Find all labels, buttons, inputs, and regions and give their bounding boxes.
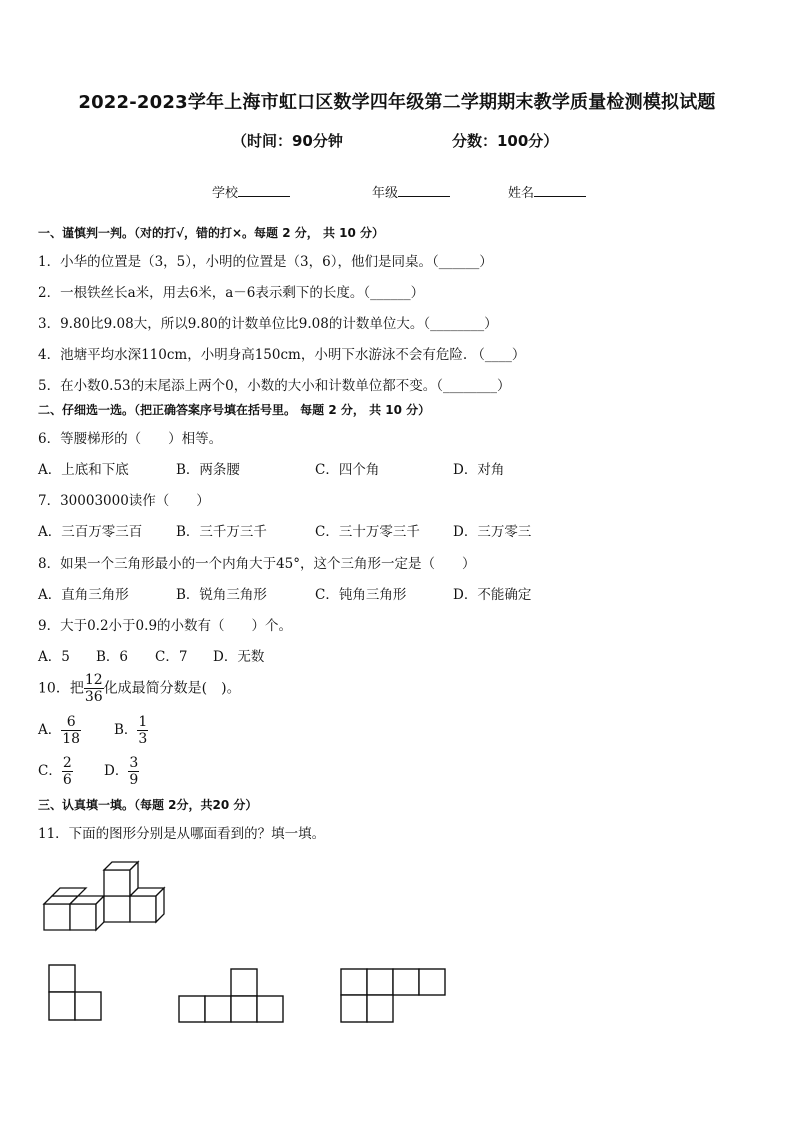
- q10-option-c: [38, 755, 73, 788]
- q8-option-b: B．锐角三角形: [176, 587, 267, 603]
- cube-back-1: [52, 888, 86, 896]
- view-figure-2: [176, 966, 288, 1026]
- q10-option-b-label: B．: [114, 722, 138, 738]
- q10-suffix: 化成最简分数是( )。: [103, 680, 241, 697]
- q9-option-a: A．5: [38, 649, 70, 665]
- question-3: 3．9.80比9.08大，所以9.80的计数单位比9.08的计数单位大。（________）: [38, 316, 498, 332]
- name-label: 姓名: [508, 186, 535, 201]
- q6-option-b: B．两条腰: [176, 462, 240, 478]
- cube-bottom-4: [130, 888, 164, 922]
- question-11: 11．下面的图形分别是从哪面看到的？填一填。: [38, 826, 326, 842]
- q10-option-d-label: D．: [104, 763, 129, 779]
- q10-option-a-den: 18: [62, 731, 81, 747]
- question-5: 5．在小数0.53的末尾添上两个0，小数的大小和计数单位都不变。（________）: [38, 378, 511, 394]
- q10-option-c-den: 6: [62, 772, 72, 788]
- question-1: 1．小华的位置是（3，5），小明的位置是（3，6），他们是同桌。（______）: [38, 254, 493, 270]
- cube-top: [104, 862, 138, 896]
- q10-option-d-num: 3: [129, 755, 139, 771]
- question-4: 4．池塘平均水深110cm，小明身高150cm，小明下水游泳不会有危险. （____）: [38, 347, 526, 363]
- q10-option-d: [104, 755, 139, 788]
- name-blank: [534, 184, 586, 197]
- q6-option-c: C．四个角: [315, 462, 380, 478]
- question-6: 6．等腰梯形的（ ）相等。: [38, 431, 223, 447]
- grade-blank: [398, 184, 450, 197]
- cube-bottom-3: [96, 896, 130, 930]
- q10-numerator: 12: [84, 672, 103, 688]
- q7-option-b: B．三千万三千: [176, 524, 267, 540]
- view-figure-1: [46, 962, 106, 1024]
- q9-option-b: B．6: [96, 649, 129, 665]
- question-8: 8．如果一个三角形最小的一个内角大于45°，这个三角形一定是（ ）: [38, 556, 476, 572]
- view-figure-3: [338, 966, 450, 1026]
- q10-option-a-fraction: [61, 714, 81, 747]
- q10-option-b: [114, 714, 148, 747]
- q9-option-d: D．无数: [213, 649, 265, 665]
- exam-time: （时间：90分钟: [232, 132, 343, 150]
- school-blank: [238, 184, 290, 197]
- q9-option-c: C．7: [155, 649, 188, 665]
- section-2-title: 二、仔细选一选。（把正确答案序号填在括号里。 每题 2 分， 共 10 分）: [38, 403, 431, 417]
- q10-option-b-num: 1: [138, 714, 148, 730]
- grade-field: [372, 182, 450, 201]
- q10-fraction: [84, 672, 104, 705]
- question-9: 9．大于0.2小于0.9的小数有（ ）个。: [38, 618, 293, 634]
- q7-option-c: C．三十万零三千: [315, 524, 420, 540]
- q10-option-a-label: A．: [38, 722, 62, 738]
- q6-option-a: A．上底和下底: [38, 462, 129, 478]
- q8-option-d: D．不能确定: [453, 587, 532, 603]
- q10-option-a-num: 6: [61, 714, 81, 731]
- grade-label: 年级: [372, 186, 399, 201]
- question-10: [38, 672, 241, 705]
- section-3-title: 三、认真填一填。（每题 2分，共20 分）: [38, 798, 258, 812]
- q10-option-b-fraction: [137, 714, 148, 747]
- q6-option-d: D．对角: [453, 462, 505, 478]
- question-7: 7．30003000读作（ ）: [38, 493, 210, 509]
- q10-option-c-label: C．: [38, 763, 62, 779]
- q7-option-a: A．三百万零三百: [38, 524, 143, 540]
- q10-option-c-fraction: [62, 755, 73, 788]
- q10-option-c-num: 2: [62, 755, 72, 771]
- q10-option-d-fraction: [128, 755, 139, 788]
- school-field: [212, 182, 290, 201]
- section-1-title: 一、谨慎判一判。（对的打√，错的打×。每题 2 分， 共 10 分）: [38, 226, 384, 240]
- exam-score: 分数：100分）: [452, 132, 559, 150]
- name-field: [508, 182, 586, 201]
- q7-option-d: D．三万零三: [453, 524, 532, 540]
- q8-option-a: A．直角三角形: [38, 587, 129, 603]
- question-2: 2．一根铁丝长a米，用去6米，a－6表示剩下的长度。（______）: [38, 285, 425, 301]
- q10-option-d-den: 9: [129, 772, 139, 788]
- school-label: 学校: [212, 186, 239, 201]
- q10-prefix: 10．把: [38, 680, 84, 697]
- q10-option-b-den: 3: [138, 731, 148, 747]
- q10-denominator: 36: [84, 689, 103, 705]
- cube-arrangement-figure: [40, 858, 170, 936]
- page-title: 2022-2023学年上海市虹口区数学四年级第二学期期末教学质量检测模拟试题: [78, 92, 716, 113]
- q10-option-a: [38, 714, 81, 747]
- q8-option-c: C．钝角三角形: [315, 587, 407, 603]
